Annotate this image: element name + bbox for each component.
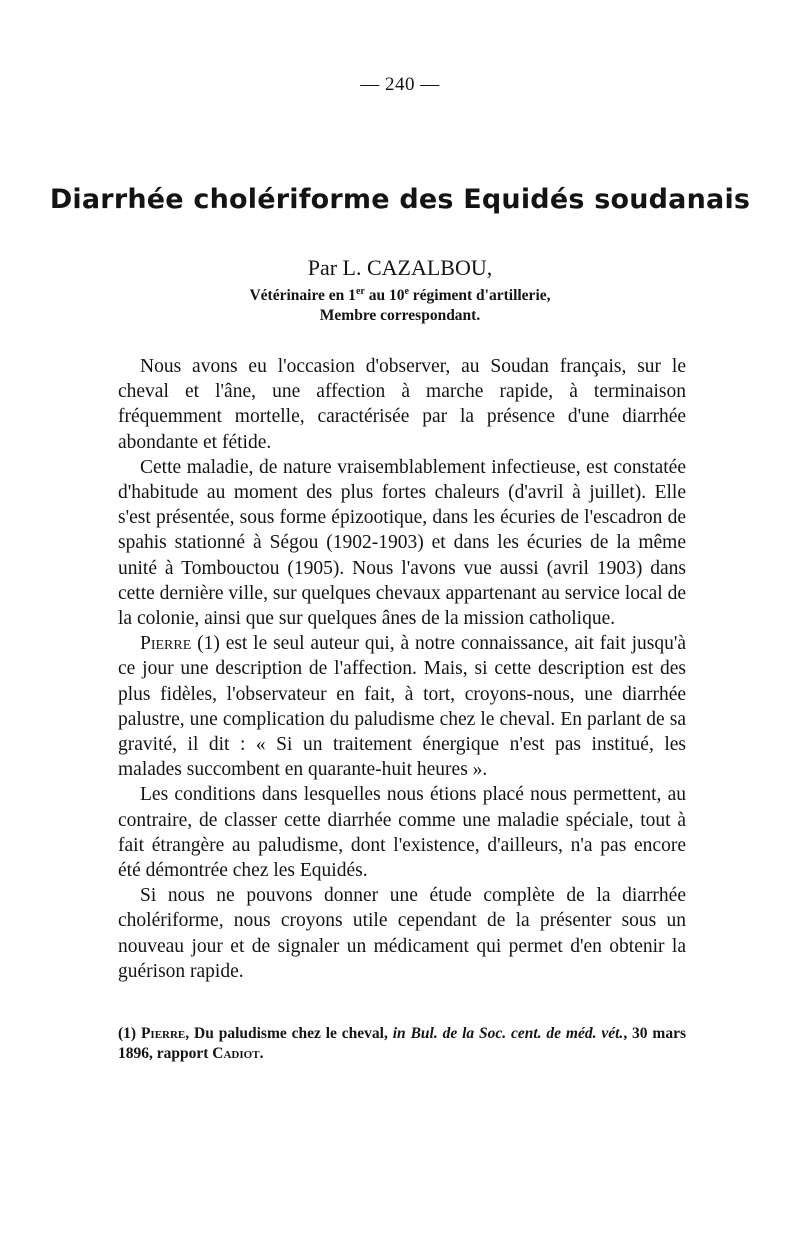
paragraph-1: Nous avons eu l'occasion d'observer, au Soudan français, sur le cheval et l'âne, une affection à marche rapide, à terminaison fréquemment mortelle, caractérisée par la présence d'une diarrhée abondante et fétide. [118, 356, 686, 453]
footnote-in: in [392, 1025, 406, 1042]
page-number: — 240 — [360, 74, 440, 95]
author-affiliation [0, 286, 800, 326]
footnote-reporter: Cadiot [212, 1045, 260, 1062]
paragraph-4: Les conditions dans lesquelles nous étions placé nous permettent, au contraire, de classer cette diarrhée comme une maladie spéciale, tout à fait étrangère au paludisme, dont l'existence, d'ailleurs, n'a pas encore été démontrée chez les Equidés. [118, 784, 686, 882]
footnote-journal: Bul. de la Soc. cent. de méd. vét. [410, 1025, 624, 1042]
footnote-author: Pierre [140, 1025, 186, 1042]
affiliation-text-pre: Vétérinaire en 1 [249, 287, 356, 304]
paragraph-2: Cette maladie, de nature vraisemblablement infectieuse, est constatée d'habitude au moment des plus fortes chaleurs (d'avril à juillet). Elle s'est présentée, sous forme épizootique, dans les écuries de l'escadron de spahis stationné à Ségou (1902-1903) et dans les écuries de la même unité à Tombouctou (1905). Nous l'avons vue aussi (avril 1903) dans cette dernière ville, sur quelques chevaux appartenant au service local de la colonie, ainsi que sur quelques ânes de la mission catholique. [118, 456, 686, 630]
footnote [118, 1024, 686, 1064]
affiliation-text-mid: au 10 [364, 287, 405, 304]
affiliation-sup-1: er [355, 285, 365, 297]
paragraph-3 [118, 631, 686, 782]
affiliation-text-post: régiment d'artillerie, [408, 287, 551, 304]
affiliation-line-2: Membre correspondant. [319, 307, 481, 324]
paragraph-3-text: (1) est le seul auteur qui, à notre connaissance, ait fait jusqu'à ce jour une description de l'affection. Mais, si cette description est des plus fidèles, l'observateur en fait, à tort, croyons-nous, une diarrhée palustre, une complication du paludisme chez le cheval. En parlant de sa gravité, il dit : « Si un traitement énergique n'est pas institué, les malades succombent en quarante-huit heures ». [118, 633, 686, 781]
author-byline: Par L. CAZALBOU, [307, 255, 493, 280]
article-title: Diarrhée cholériforme des Equidés soudanais [49, 184, 751, 215]
footnote-text-4: . [259, 1045, 264, 1062]
affiliation-line-1 [0, 286, 800, 306]
article-body [118, 354, 686, 984]
cited-author: Pierre [140, 633, 192, 655]
footnote-text-3: , 30 mars 1896, rapport [118, 1025, 687, 1062]
affiliation-sup-2: e [404, 285, 409, 297]
footnote-text-1: , Du paludisme chez le cheval, [185, 1025, 393, 1042]
paragraph-5: Si nous ne pouvons donner une étude complète de la diarrhée cholériforme, nous croyons utile cependant de la présenter sous un nouveau jour et de signaler un médicament qui permet d'en obtenir la guérison rapide. [118, 885, 686, 982]
footnote-marker: (1) [118, 1025, 141, 1042]
